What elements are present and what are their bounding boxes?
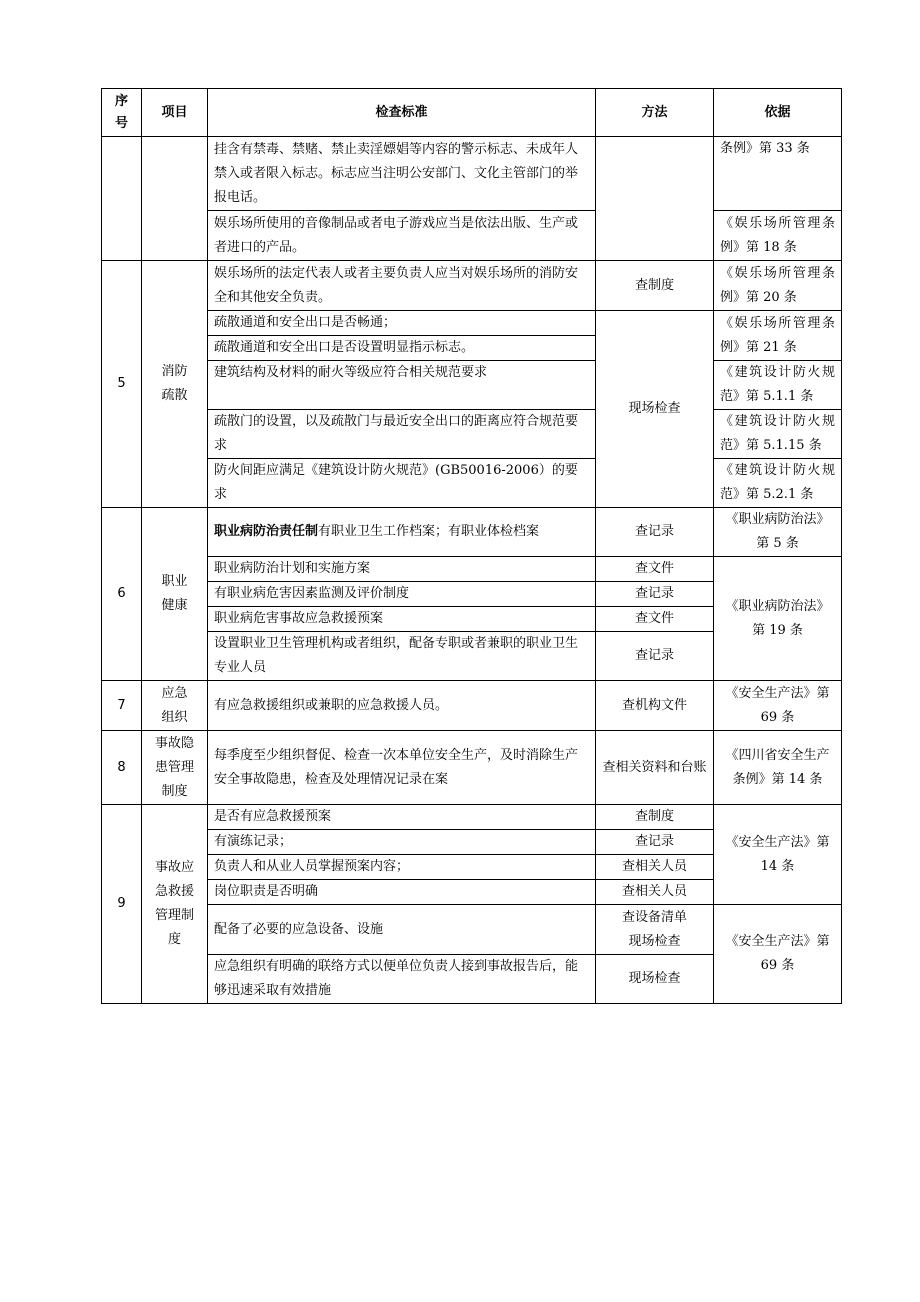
standard-cell: 疏散通道和安全出口是否畅通； [208,311,596,336]
basis-cell: 《四川省安全生产条例》第 14 条 [714,731,842,805]
method-cell: 查设备清单现场检查 [596,905,714,955]
standard-cell: 防火间距应满足《建筑设计防火规范》(GB50016-2006）的要求 [208,459,596,508]
basis-cell: 《安全生产法》第 69 条 [714,905,842,1004]
header-method: 方法 [596,89,714,137]
standard-text: 有职业卫生工作档案；有职业体检档案 [318,524,540,539]
standard-cell: 疏散门的设置，以及疏散门与最近安全出口的距离应符合规范要求 [208,410,596,459]
standard-cell: 疏散通道和安全出口是否设置明显指示标志。 [208,336,596,361]
table-row [102,731,842,805]
table-row [102,557,842,582]
method-cell: 查记录 [596,508,714,557]
basis-cell: 《职业病防治法》第 19 条 [714,557,842,681]
table-row [102,459,842,508]
standard-cell: 娱乐场所使用的音像制品或者电子游戏应当是依法出版、生产或者进口的产品。 [208,211,596,261]
standard-cell: 有演练记录； [208,830,596,855]
method-cell [596,137,714,261]
standard-cell: 挂含有禁毒、禁赌、禁止卖淫嫖娼等内容的警示标志、未成年人禁入或者限入标志。标志应当注明公安部门、文化主管部门的举报电话。 [208,137,596,211]
method-cell: 查相关人员 [596,855,714,880]
seq-cell: 5 [102,261,142,508]
standard-cell: 负责人和从业人员掌握预案内容； [208,855,596,880]
header-seq: 序号 [102,89,142,137]
standard-cell: 职业病防治计划和实施方案 [208,557,596,582]
header-standard: 检查标准 [208,89,596,137]
item-cell: 职业健康 [142,508,208,681]
table-row [102,361,842,410]
standard-cell: 应急组织有明确的联络方式以便单位负责人接到事故报告后，能够迅速采取有效措施 [208,955,596,1004]
table-row [102,137,842,211]
basis-cell: 《职业病防治法》第 5 条 [714,508,842,557]
basis-cell: 《安全生产法》第 14 条 [714,805,842,905]
method-cell: 查机构文件 [596,681,714,731]
standard-cell: 每季度至少组织督促、检查一次本单位安全生产，及时消除生产安全事故隐患，检查及处理情况记录在案 [208,731,596,805]
basis-cell: 《建筑设计防火规范》第 5.2.1 条 [714,459,842,508]
item-cell: 应急组织 [142,681,208,731]
table-row [102,805,842,830]
method-cell: 查制度 [596,805,714,830]
standard-cell: 岗位职责是否明确 [208,880,596,905]
basis-cell: 《安全生产法》第 69 条 [714,681,842,731]
standard-cell: 有职业病危害因素监测及评价制度 [208,582,596,607]
table-row [102,311,842,336]
basis-cell: 《娱乐场所管理条例》第 21 条 [714,311,842,361]
method-cell: 查记录 [596,830,714,855]
basis-cell: 《娱乐场所管理条例》第 18 条 [714,211,842,261]
header-item: 项目 [142,89,208,137]
standard-cell [208,508,596,557]
item-cell: 事故应急救援管理制度 [142,805,208,1004]
method-cell: 现场检查 [596,311,714,508]
table-row [102,905,842,955]
method-cell: 查记录 [596,632,714,681]
item-cell-continued [142,137,208,261]
method-cell: 查制度 [596,261,714,311]
method-cell: 现场检查 [596,955,714,1004]
basis-cell: 《娱乐场所管理条例》第 20 条 [714,261,842,311]
table-row [102,261,842,311]
basis-cell: 条例》第 33 条 [714,137,842,211]
table-row [102,410,842,459]
seq-cell: 7 [102,681,142,731]
table-row [102,508,842,557]
seq-cell: 6 [102,508,142,681]
table-row [102,211,842,261]
item-cell: 事故隐患管理制度 [142,731,208,805]
method-cell: 查相关人员 [596,880,714,905]
method-cell: 查记录 [596,582,714,607]
table-row [102,681,842,731]
item-cell: 消防疏散 [142,261,208,508]
standard-cell: 建筑结构及材料的耐火等级应符合相关规范要求 [208,361,596,410]
seq-cell: 8 [102,731,142,805]
standard-cell: 设置职业卫生管理机构或者组织，配备专职或者兼职的职业卫生专业人员 [208,632,596,681]
method-cell: 查文件 [596,607,714,632]
header-basis: 依据 [714,89,842,137]
standard-bold-term: 职业病防治责任制 [214,524,319,539]
seq-cell: 9 [102,805,142,1004]
method-cell: 查相关资料和台账 [596,731,714,805]
method-cell: 查文件 [596,557,714,582]
standard-cell: 是否有应急救援预案 [208,805,596,830]
standard-cell: 职业病危害事故应急救援预案 [208,607,596,632]
inspection-table [101,88,842,1004]
standard-cell: 娱乐场所的法定代表人或者主要负责人应当对娱乐场所的消防安全和其他安全负责。 [208,261,596,311]
basis-cell: 《建筑设计防火规范》第 5.1.1 条 [714,361,842,410]
basis-cell: 《建筑设计防火规范》第 5.1.15 条 [714,410,842,459]
standard-cell: 配备了必要的应急设备、设施 [208,905,596,955]
table-header-row [102,89,842,137]
standard-cell: 有应急救援组织或兼职的应急救援人员。 [208,681,596,731]
seq-cell-continued [102,137,142,261]
